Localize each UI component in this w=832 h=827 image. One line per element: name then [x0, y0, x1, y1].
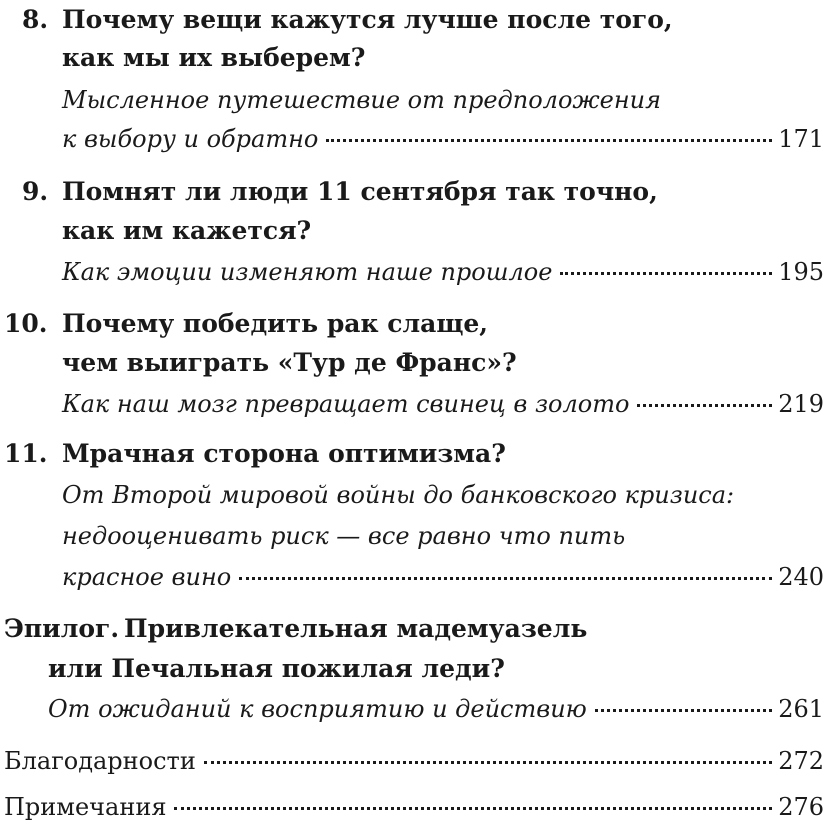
toc-entry-subtitle: красное вино — [62, 563, 232, 591]
dot-leader — [637, 404, 772, 407]
toc-epilogue-title-line-1 — [0, 609, 832, 649]
toc-entry-8-subtitle-line-1 — [0, 80, 832, 120]
toc-entry-title: Помнят ли люди 11 сентября так точно, — [62, 177, 658, 206]
toc-page-number: 272 — [778, 747, 824, 775]
toc-entry-subtitle: От Второй мировой войны до банковского кризиса: — [62, 481, 735, 509]
toc-entry-title: как мы их выберем? — [62, 43, 366, 72]
toc-page-number: 219 — [778, 390, 824, 418]
toc-entry-subtitle: Мысленное путешествие от предположения — [62, 86, 662, 114]
toc-entry-subtitle: недооценивать риск — все равно что пить — [62, 522, 626, 550]
toc-epilogue-title-line-2 — [0, 649, 832, 689]
toc-entry-number: 8. — [22, 5, 49, 34]
toc-page-number: 276 — [778, 793, 824, 821]
toc-entry-9-subtitle-line-1 — [62, 252, 824, 292]
toc-entry-label: Примечания — [4, 793, 167, 821]
toc-page-number: 240 — [778, 563, 824, 591]
toc-notes — [4, 787, 824, 827]
toc-entry-title: Почему вещи кажутся лучше после того, — [62, 5, 673, 34]
dot-leader — [174, 807, 772, 810]
toc-entry-title: Мрачная сторона оптимизма? — [62, 439, 506, 468]
toc-entry-number: 9. — [22, 177, 49, 206]
dot-leader — [595, 709, 772, 712]
toc-entry-8-subtitle-line-2 — [62, 119, 824, 159]
toc-entry-10-title-line-2 — [0, 343, 832, 383]
toc-entry-title: Привлекательная мадемуазель — [124, 614, 588, 643]
toc-entry-title: или Печальная пожилая леди? — [48, 654, 505, 683]
toc-acknowledgements — [4, 741, 824, 781]
toc-page-number: 261 — [778, 695, 824, 723]
dot-leader — [560, 272, 772, 275]
dot-leader — [239, 577, 772, 580]
toc-entry-number: Эпилог. — [4, 614, 120, 643]
toc-entry-title: как им кажется? — [62, 216, 312, 245]
toc-entry-subtitle: От ожиданий к восприятию и действию — [48, 695, 587, 723]
toc-entry-8-title-line-1 — [0, 0, 832, 40]
toc-entry-subtitle: к выбору и обратно — [62, 125, 319, 153]
toc-entry-9-title-line-2 — [0, 211, 832, 251]
toc-entry-label: Благодарности — [4, 747, 196, 775]
toc-entry-title: Почему победить рак слаще, — [62, 309, 488, 338]
toc-entry-10-title-line-1 — [0, 304, 832, 344]
toc-entry-subtitle: Как наш мозг превращает свинец в золото — [62, 390, 630, 418]
toc-entry-number: 10. — [4, 309, 48, 338]
toc-entry-9-title-line-1 — [0, 172, 832, 212]
toc-entry-11-title-line-1 — [0, 434, 832, 474]
toc-entry-11-subtitle-line-2 — [0, 516, 832, 556]
toc-entry-11-subtitle-line-1 — [0, 475, 832, 515]
toc-entry-number: 11. — [4, 439, 48, 468]
toc-entry-8-title-line-2 — [0, 38, 832, 78]
toc-entry-title: чем выиграть «Тур де Франс»? — [62, 348, 517, 377]
toc-entry-10-subtitle-line-1 — [62, 384, 824, 424]
dot-leader — [204, 761, 772, 764]
dot-leader — [326, 139, 772, 142]
toc-page-number: 171 — [778, 125, 824, 153]
toc-entry-11-subtitle-line-3 — [62, 557, 824, 597]
toc-epilogue-subtitle-line-1 — [48, 689, 824, 729]
toc-page-number: 195 — [778, 258, 824, 286]
toc-entry-subtitle: Как эмоции изменяют наше прошлое — [62, 258, 553, 286]
